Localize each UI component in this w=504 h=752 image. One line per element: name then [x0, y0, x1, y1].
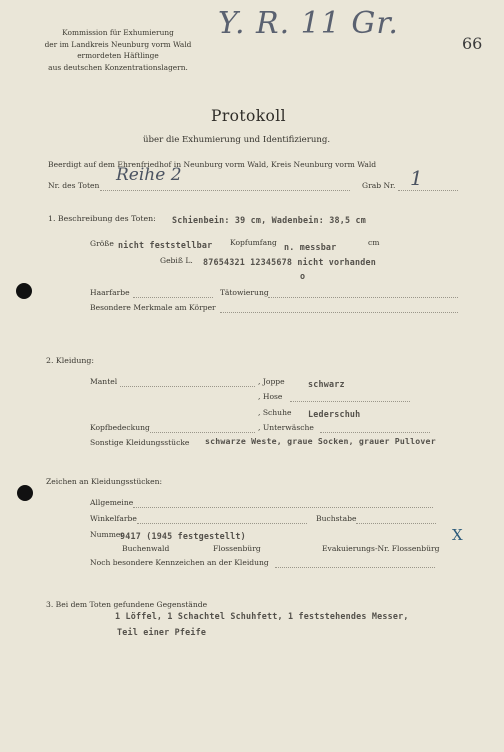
section3-line1: 1 Löffel, 1 Schachtel Schuhfett, 1 feststehendes Messer, [115, 611, 409, 621]
section3-line2: Teil einer Pfeife [117, 627, 207, 637]
joppe-value: schwarz [308, 379, 345, 389]
section1-heading: 1. Beschreibung des Toten: [48, 214, 156, 223]
schienbein-value: Schienbein: 39 cm, Wadenbein: 38,5 cm [172, 215, 366, 225]
joppe-label: , Joppe [258, 377, 285, 386]
kopfbedeckung-line [150, 432, 255, 433]
allgemeine-label: Allgemeine [90, 498, 134, 507]
page-title: Protokoll [211, 107, 286, 125]
buchstabe-line [356, 523, 436, 524]
unterwaesche-label: , Unterwäsche [258, 423, 314, 432]
haarfarbe-label: Haarfarbe [90, 288, 130, 297]
hose-line [290, 401, 410, 402]
buchenwald-label: Buchenwald [122, 544, 170, 553]
schuhe-value: Lederschuh [308, 409, 361, 419]
winkelfarbe-label: Winkelfarbe [90, 514, 137, 523]
groesse-value: nicht feststellbar [118, 240, 213, 250]
mantel-line [120, 386, 255, 387]
kopfumfang-label: Kopfumfang [230, 238, 277, 247]
page-number: 66 [462, 34, 483, 53]
commission-header [38, 27, 198, 73]
kopfbedeckung-label: Kopfbedeckung [90, 423, 150, 432]
nummer-value: 9417 (1945 festgestellt) [120, 531, 246, 541]
org-line-1: Kommission für Exhumierung [62, 28, 174, 37]
flossenbuerg-label: Flossenbürg [213, 544, 261, 553]
merkmale-label: Besondere Merkmale am Körper [90, 303, 216, 312]
mantel-label: Mantel [90, 377, 118, 386]
grab-line [398, 190, 458, 191]
merkmale-line [220, 312, 458, 313]
toten-label: Nr. des Toten [48, 181, 100, 190]
taetowierung-label: Tätowierung [220, 288, 269, 297]
nummer-label: Nummer [90, 530, 125, 539]
punch-hole-top [16, 283, 32, 299]
toten-value: Reihe 2 [116, 165, 182, 185]
gebiss-mark: o [300, 271, 306, 281]
org-line-3: ermordeten Häftlinge [77, 51, 159, 60]
groesse-label: Größe [90, 239, 114, 248]
sonstige-label: Sonstige Kleidungsstücke [90, 438, 190, 447]
zeichen-heading: Zeichen an Kleidungsstücken: [46, 477, 163, 486]
burial-line: Beerdigt auf dem Ehrenfriedhof in Neunburg vorm Wald, Kreis Neunburg vorm Wald [48, 160, 377, 169]
handwritten-reference: Y. R. 11 Gr. [218, 6, 399, 41]
cm-label: cm [368, 238, 380, 247]
page-subtitle: über die Exhumierung und Identifizierung. [143, 135, 331, 145]
section2-heading: 2. Kleidung: [46, 356, 94, 365]
toten-line [100, 190, 350, 191]
allgemeine-line [133, 507, 433, 508]
buchstabe-label: Buchstabe [316, 514, 357, 523]
grab-label: Grab Nr. [362, 181, 396, 190]
unterwaesche-line [320, 432, 430, 433]
haarfarbe-line [133, 297, 213, 298]
kopfumfang-value: n. messbar [284, 242, 337, 252]
grab-value: 1 [410, 166, 423, 190]
punch-hole-bottom [17, 485, 33, 501]
org-line-4: aus deutschen Konzentrationslagern. [48, 62, 188, 72]
besondere-kennzeichen-label: Noch besondere Kennzeichen an der Kleidung [90, 558, 269, 567]
sonstige-value: schwarze Weste, graue Socken, grauer Pullover [205, 436, 436, 446]
org-line-2: der im Landkreis Neunburg vorm Wald [44, 39, 192, 49]
winkelfarbe-line [137, 523, 307, 524]
gebiss-value: 87654321 12345678 nicht vorhanden [203, 257, 376, 267]
taetowierung-line [268, 297, 458, 298]
gebiss-label: Gebiß L. [160, 256, 193, 265]
hose-label: , Hose [258, 392, 283, 401]
besondere-kennzeichen-line [275, 567, 435, 568]
schuhe-label: , Schuhe [258, 408, 292, 417]
evak-label: Evakuierungs-Nr. Flossenbürg [322, 544, 440, 553]
evak-mark: X [452, 526, 463, 544]
section3-heading: 3. Bei dem Toten gefundene Gegenstände [46, 600, 208, 609]
